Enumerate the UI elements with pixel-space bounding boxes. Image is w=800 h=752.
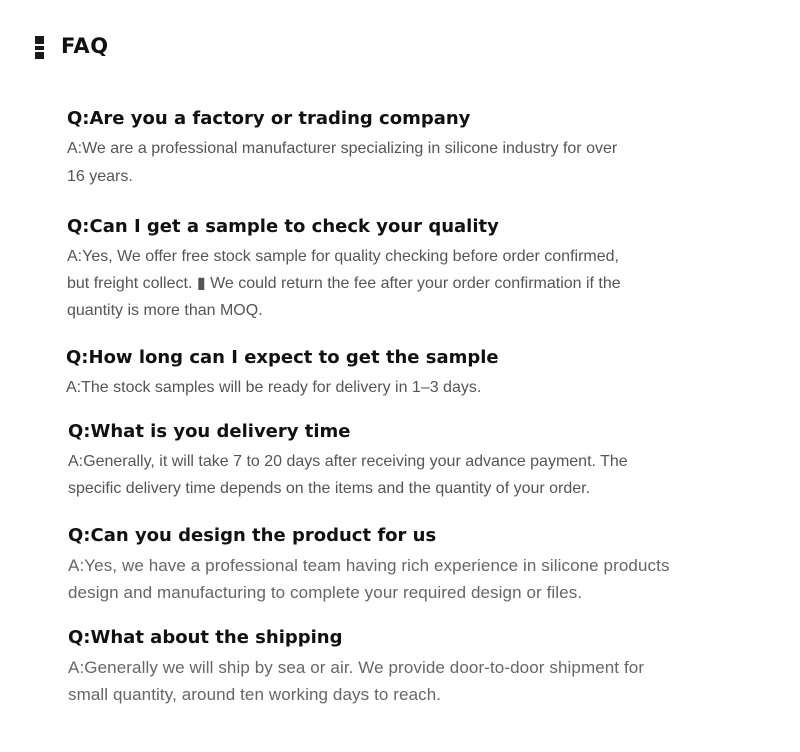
faq-item-sample-time xyxy=(66,346,726,402)
faq-question: Q:Can I get a sample to check your quality xyxy=(67,216,499,237)
faq-answer xyxy=(67,135,727,191)
faq-answer-line: design and manufacturing to complete your required design or files. xyxy=(68,583,583,602)
faq-question: Q:Are you a factory or trading company xyxy=(67,108,471,129)
faq-question: Q:Can you design the product for us xyxy=(68,525,437,546)
faq-answer-line: small quantity, around ten working days to reach. xyxy=(68,685,442,704)
faq-answer xyxy=(68,654,728,708)
faq-answer-line: specific delivery time depends on the items and the quantity of your order. xyxy=(68,480,591,497)
faq-answer-line: A:Generally, it will take 7 to 20 days after receiving your advance payment. The xyxy=(68,453,628,470)
faq-answer xyxy=(68,448,728,502)
faq-item-design xyxy=(68,524,728,606)
faq-answer-line: A:Generally we will ship by sea or air. We provide door-to-door shipment for xyxy=(68,658,645,677)
faq-item-sample xyxy=(67,215,727,324)
page-title: FAQ xyxy=(61,34,109,58)
faq-item-shipping xyxy=(68,626,728,708)
faq-answer-line: quantity is more than MOQ. xyxy=(67,302,263,319)
faq-question: Q:How long can I expect to get the sample xyxy=(66,347,499,368)
faq-answer-line: A:Yes, We offer free stock sample for quality checking before order confirmed, xyxy=(67,248,619,265)
faq-answer-line: 16 years. xyxy=(67,168,133,185)
faq-answer-line: A:The stock samples will be ready for delivery in 1–3 days. xyxy=(66,379,482,396)
faq-question: Q:What is you delivery time xyxy=(68,421,351,442)
faq-answer-line: but freight collect. ▮ We could return the fee after your order confirmation if the xyxy=(67,275,621,292)
faq-answer-line: A:Yes, we have a professional team having rich experience in silicone products xyxy=(68,556,670,575)
faq-item-factory xyxy=(67,107,727,191)
faq-header xyxy=(35,31,109,61)
faq-answer xyxy=(66,374,726,402)
faq-answer xyxy=(67,243,727,324)
faq-item-delivery xyxy=(68,420,728,502)
faq-question: Q:What about the shipping xyxy=(68,627,343,648)
faq-answer xyxy=(68,552,728,606)
heading-bullet-icon xyxy=(35,34,44,59)
faq-answer-line: A:We are a professional manufacturer specializing in silicone industry for over xyxy=(67,140,618,157)
